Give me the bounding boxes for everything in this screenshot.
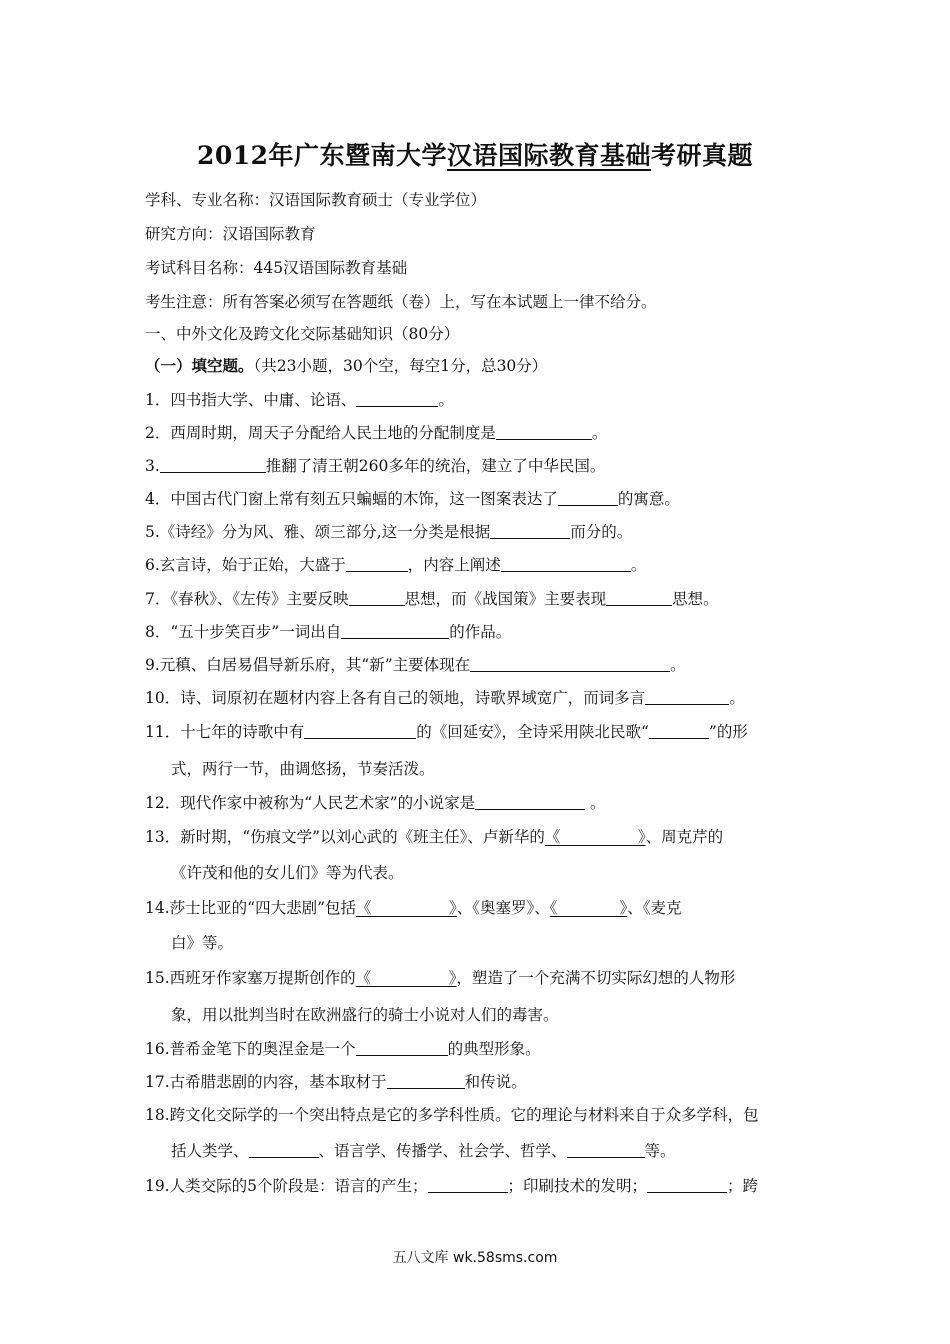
question-16 bbox=[145, 1038, 810, 1060]
question-2 bbox=[145, 422, 810, 444]
question-1 bbox=[145, 389, 810, 411]
q10-text: 10．诗、词原初在题材内容上各有自己的领地，诗歌界域宽广，而词多言 bbox=[145, 689, 646, 707]
q17-end: 和传说。 bbox=[464, 1073, 527, 1091]
answer-blank bbox=[501, 555, 631, 572]
q3-text: 3. bbox=[145, 457, 160, 475]
question-17 bbox=[145, 1071, 810, 1093]
question-14 bbox=[145, 897, 810, 919]
q14-end: 、《麦克 bbox=[627, 899, 682, 917]
q7-mid: 思想，而《战国策》主要表现 bbox=[404, 590, 607, 608]
answer-blank bbox=[349, 589, 405, 606]
answer-blank bbox=[647, 1176, 727, 1193]
answer-blank bbox=[356, 1039, 448, 1056]
q6-mid: ，内容上阐述 bbox=[407, 556, 501, 574]
question-18: 18.跨文化交际学的一个突出特点是它的多学科性质。它的理论与材料来自于众多学科，包 bbox=[145, 1106, 759, 1124]
answer-blank bbox=[490, 522, 570, 539]
answer-blank bbox=[645, 688, 729, 705]
answer-blank bbox=[356, 390, 438, 407]
answer-blank bbox=[304, 722, 416, 739]
q18-end: 等。 bbox=[644, 1142, 676, 1160]
answer-blank bbox=[428, 1176, 508, 1193]
question-3 bbox=[145, 455, 810, 477]
section-label: （一）填空题。 bbox=[145, 356, 254, 375]
q11-mid: 的《回延安》，全诗采用陕北民歌“ bbox=[416, 723, 649, 741]
q19-text: 19.人类交际的5个阶段是：语言的产生； bbox=[145, 1177, 428, 1195]
question-15 bbox=[145, 967, 810, 989]
q17-text: 17.古希腊悲剧的内容，基本取材于 bbox=[145, 1073, 387, 1091]
title-prefix: 2012年广东暨南大学 bbox=[196, 141, 448, 170]
answer-blank bbox=[470, 655, 670, 672]
info-major: 学科、专业名称：汉语国际教育硕士（专业学位） bbox=[145, 191, 487, 209]
q12-end: 。 bbox=[585, 794, 606, 812]
answer-blank bbox=[496, 423, 592, 440]
question-5 bbox=[145, 521, 810, 543]
answer-blank bbox=[567, 1141, 645, 1158]
question-11-cont: 式，两行一节，曲调悠扬，节奏活泼。 bbox=[171, 760, 435, 778]
q16-end: 的典型形象。 bbox=[447, 1040, 541, 1058]
info-notice: 考生注意：所有答案必须写在答题纸（卷）上，写在本试题上一律不给分。 bbox=[145, 293, 657, 311]
q1-text: 1．四书指大学、中庸、论语、 bbox=[145, 391, 357, 409]
q5-text: 5.《诗经》分为风、雅、颂三部分,这一分类是根据 bbox=[145, 523, 491, 541]
question-4 bbox=[145, 488, 810, 510]
q6-text: 6.玄言诗，始于正始，大盛于 bbox=[145, 556, 346, 574]
q13-text: 13．新时期，“伤痕文学”以刘心武的《班主任》、卢新华的 bbox=[145, 828, 545, 846]
answer-blank bbox=[649, 722, 709, 739]
answer-blank bbox=[606, 589, 672, 606]
q2-end: 。 bbox=[591, 424, 608, 442]
q4-end: 的寓意。 bbox=[617, 490, 680, 508]
q2-text: 2．西周时期，周天子分配给人民土地的分配制度是 bbox=[145, 424, 496, 442]
answer-blank bbox=[558, 489, 618, 506]
answer-blank bbox=[387, 1072, 465, 1089]
q18-text: 括人类学、 bbox=[171, 1142, 249, 1160]
answer-blank bbox=[346, 555, 408, 572]
q11-text: 11．十七年的诗歌中有 bbox=[145, 723, 305, 741]
q15-text: 15.西班牙作家塞万提斯创作的 bbox=[145, 969, 356, 987]
question-8 bbox=[145, 621, 810, 643]
question-18-cont bbox=[171, 1140, 811, 1162]
q7-end: 思想。 bbox=[672, 590, 719, 608]
title-suffix: 考研真题 bbox=[651, 141, 754, 170]
answer-blank bbox=[341, 622, 449, 639]
info-direction: 研究方向：汉语国际教育 bbox=[145, 225, 316, 243]
q18-mid: 、语言学、传播学、社会学、哲学、 bbox=[318, 1142, 567, 1160]
q16-text: 16.普希金笔下的奥涅金是一个 bbox=[145, 1040, 356, 1058]
q3-end: 推翻了清王朝260多年的统治，建立了中华民国。 bbox=[265, 457, 606, 475]
question-10 bbox=[145, 687, 810, 709]
part-one-heading: 一、中外文化及跨文化交际基础知识（80分） bbox=[145, 325, 460, 343]
answer-blank bbox=[160, 456, 266, 473]
question-9 bbox=[145, 654, 810, 676]
question-13 bbox=[145, 826, 810, 848]
q15-book-blank: 《 》 bbox=[355, 969, 457, 987]
q15-mid: ，塑造了一个充满不切实际幻想的人物形 bbox=[456, 969, 736, 987]
answer-blank bbox=[249, 1141, 319, 1158]
question-11 bbox=[145, 721, 810, 743]
q14-book-blank-2: 《 》 bbox=[549, 899, 628, 917]
q1-end: 。 bbox=[438, 391, 454, 409]
page-title bbox=[0, 136, 950, 172]
q14-text: 14.莎士比亚的“四大悲剧”包括 bbox=[145, 899, 356, 917]
section-note: （共23小题，30个空，每空1分，总30分） bbox=[253, 357, 548, 375]
question-19 bbox=[145, 1175, 810, 1197]
q19-mid: ；印刷技术的发明； bbox=[507, 1177, 648, 1195]
answer-blank bbox=[475, 793, 585, 810]
section-heading bbox=[145, 355, 810, 377]
q8-end: 的作品。 bbox=[449, 623, 512, 641]
info-subject: 考试科目名称：445汉语国际教育基础 bbox=[145, 259, 408, 277]
q12-text: 12．现代作家中被称为“人民艺术家”的小说家是 bbox=[145, 794, 476, 812]
q11-end: ”的形 bbox=[708, 723, 748, 741]
question-13-cont: 《许茂和他的女儿们》等为代表。 bbox=[171, 864, 404, 882]
q4-text: 4．中国古代门窗上常有刻五只蝙蝠的木饰，这一图案表达了 bbox=[145, 490, 558, 508]
question-6 bbox=[145, 554, 810, 576]
question-15-cont: 象，用以批判当时在欧洲盛行的骑士小说对人们的毒害。 bbox=[171, 1006, 559, 1024]
q19-end: ；跨 bbox=[727, 1177, 759, 1195]
q5-end: 而分的。 bbox=[570, 523, 633, 541]
question-7 bbox=[145, 588, 810, 610]
q14-book-blank-1: 《 》 bbox=[356, 899, 457, 917]
title-underlined: 汉语国际教育基础 bbox=[447, 141, 652, 170]
q6-end: 。 bbox=[630, 556, 647, 574]
q7-text: 7．《春秋》、《左传》主要反映 bbox=[145, 590, 349, 608]
question-12 bbox=[145, 792, 810, 814]
q9-end: 。 bbox=[670, 656, 686, 674]
q14-mid: 、《奥塞罗》、 bbox=[456, 899, 550, 917]
q10-end: 。 bbox=[729, 689, 745, 707]
q8-text: 8．“五十步笑百步”一词出自 bbox=[145, 623, 342, 641]
q13-mid: 、周克芹的 bbox=[645, 828, 724, 846]
footer-watermark: 五八文库 wk.58sms.com bbox=[392, 1250, 558, 1266]
q13-book-blank: 《 》 bbox=[544, 828, 646, 846]
question-14-cont: 白》等。 bbox=[171, 934, 234, 952]
q9-text: 9.元稹、白居易倡导新乐府，其“新”主要体现在 bbox=[145, 656, 471, 674]
